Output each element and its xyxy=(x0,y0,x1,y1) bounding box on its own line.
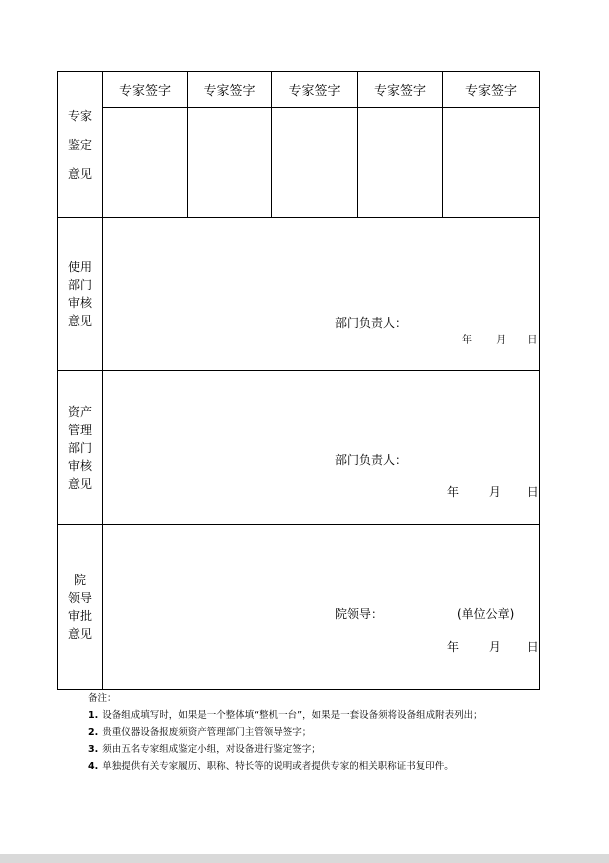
asset-dept-opinion-cell[interactable] xyxy=(103,371,540,525)
expert-signature-cell[interactable] xyxy=(272,108,358,218)
leader-row xyxy=(58,525,540,690)
leader-date: 年 月 日 xyxy=(447,640,539,654)
leader-approval-label: 院 领导 审批 意见 xyxy=(58,525,103,690)
expert-signature-header: 专家签字 xyxy=(358,72,443,108)
expert-header-row xyxy=(58,72,540,108)
usage-dept-date: 年 月 日 xyxy=(462,335,538,346)
asset-dept-row xyxy=(58,371,540,525)
approval-form-table xyxy=(57,71,540,690)
usage-dept-opinion-cell[interactable] xyxy=(103,218,540,371)
asset-dept-date: 年 月 日 xyxy=(447,485,539,499)
leader-signer-label: 院领导： xyxy=(335,607,384,621)
usage-dept-label: 使用 部门 审核 意见 xyxy=(58,218,103,371)
notes-section xyxy=(88,690,483,775)
note-item: 1. 设备组成填写时，如果是一个整体填“整机一台”，如果是一套设备须将设备组成附表列出； xyxy=(88,710,483,721)
expert-signature-header: 专家签字 xyxy=(443,72,540,108)
asset-dept-label: 资产 管理 部门 审核 意见 xyxy=(58,371,103,525)
expert-opinion-label: 专家 鉴定 意见 xyxy=(58,72,103,218)
expert-signature-header: 专家签字 xyxy=(272,72,358,108)
expert-signature-cell[interactable] xyxy=(358,108,443,218)
page-bottom-edge xyxy=(0,854,609,863)
note-item: 4. 单独提供有关专家履历、职称、特长等的说明或者提供专家的相关职称证书复印件。 xyxy=(88,761,454,772)
note-item: 2. 贵重仪器设备报废须资产管理部门主管领导签字； xyxy=(88,727,312,738)
note-item: 3. 须由五名专家组成鉴定小组，对设备进行鉴定签字； xyxy=(88,744,321,755)
expert-signature-cell[interactable] xyxy=(443,108,540,218)
expert-signature-row xyxy=(58,108,540,218)
expert-signature-header: 专家签字 xyxy=(103,72,188,108)
leader-opinion-cell[interactable] xyxy=(103,525,540,690)
usage-dept-row xyxy=(58,218,540,371)
expert-signature-header: 专家签字 xyxy=(188,72,272,108)
asset-dept-signer-label: 部门负责人： xyxy=(335,453,408,467)
usage-dept-signer-label: 部门负责人： xyxy=(335,316,408,330)
notes-title: 备注： xyxy=(88,693,117,704)
expert-signature-cell[interactable] xyxy=(188,108,272,218)
unit-seal-label: (单位公章) xyxy=(457,607,515,621)
expert-signature-cell[interactable] xyxy=(103,108,188,218)
